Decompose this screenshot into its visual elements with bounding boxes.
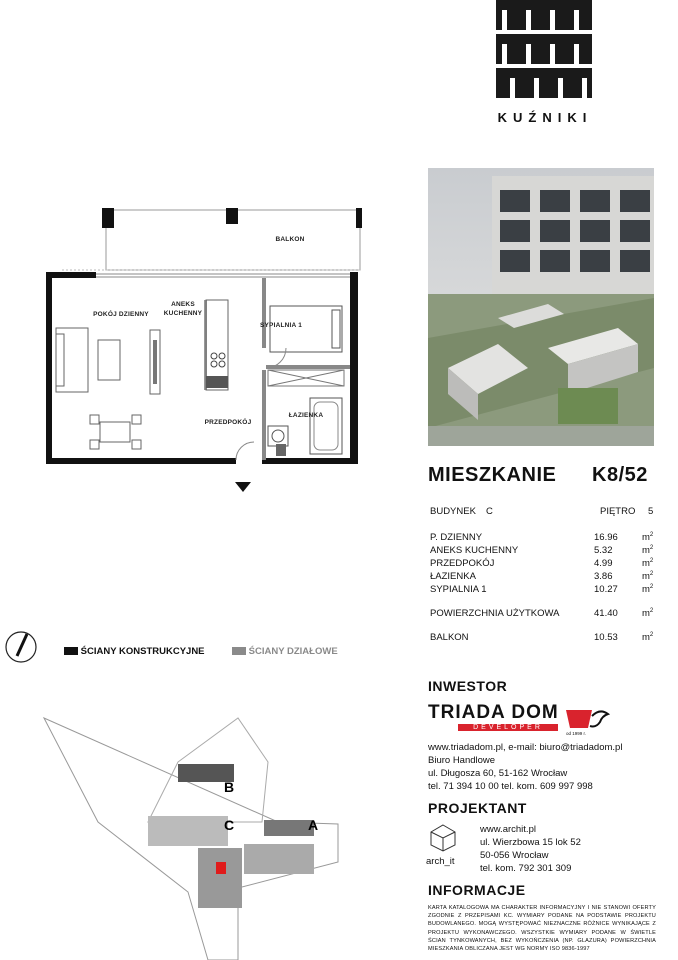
room-area: 16.96 — [594, 532, 618, 543]
room-name: ŁAZIENKA — [430, 571, 476, 582]
triada-since: od 1999 r. — [566, 731, 587, 736]
floor-label: PIĘTRO — [600, 506, 636, 517]
legend-structural-swatch — [64, 647, 78, 655]
investor-heading: INWESTOR — [428, 678, 508, 694]
usable-area-unit: $m^2$ — [642, 608, 654, 620]
investor-line3: ul. Długosza 60, 51-162 Wrocław — [428, 768, 568, 779]
room-area: 4.99 — [594, 558, 613, 569]
investor-line2: Biuro Handlowe — [428, 755, 496, 766]
legend-structural: ŚCIANY KONSTRUKCYJNE — [64, 646, 205, 657]
designer-line4: tel. kom. 792 301 309 — [480, 863, 572, 874]
archit-logo: arch_it — [426, 856, 455, 867]
info-heading: INFORMACJE — [428, 882, 526, 898]
room-row — [430, 532, 658, 545]
triada-logo-sub: DEVELOPER — [458, 724, 558, 731]
site-label-a: A — [308, 817, 319, 833]
balcony-label: BALKON — [430, 632, 469, 643]
usable-area-label: POWIERZCHNIA UŻYTKOWA — [430, 608, 560, 619]
usable-area-value: 41.40 — [594, 608, 618, 619]
room-unit: $m^2$ — [642, 558, 654, 570]
room-label-balkon: BALKON — [275, 236, 305, 243]
building-label: BUDYNEK — [430, 506, 476, 517]
apartment-code: K8/52 — [592, 464, 648, 486]
legend-partition: ŚCIANY DZIAŁOWE — [232, 646, 338, 657]
info-text: KARTA KATALOGOWA MA CHARAKTER INFORMACYJNY I NIE STANOWI OFERTY ZGODNIE Z PRZEPISAMI KC. WYMIARY PODANE NA PODSTAWIE PROJEKTU BUDOWLANEGO. MOGĄ WYSTĘPOWAĆ NIEZNACZNE RÓŻNICE WYNIKAJĄCE Z PROJEKTU WYKONAWCZEGO. WSZYSTKIE WYMIARY PODANE W ŚWIETLE ŚCIAN TYNKOWANYCH, BEZ WYKOŃCZENIA (NP. GLAZURA) POWIERZCHNIA MIESZKANIA OBLICZANA JEST WG NORMY ISO 9836-1997 — [428, 905, 656, 953]
room-name: SYPIALNIA 1 — [430, 584, 487, 595]
room-label-pokoj-dzienny: POKÓJ DZIENNY — [93, 311, 149, 318]
triada-bull-icon — [566, 706, 610, 732]
room-label-sypialnia: SYPIALNIA 1 — [259, 322, 303, 329]
room-unit: $m^2$ — [642, 532, 654, 544]
highlight-building — [216, 862, 226, 874]
brand-name: KUŹNIKI — [497, 110, 593, 125]
room-label-przedpokoj: PRZEDPOKÓJ — [204, 419, 252, 426]
designer-line2: ul. Wierzbowa 15 lok 52 — [480, 837, 581, 848]
room-unit: $m^2$ — [642, 584, 654, 596]
room-area: 3.86 — [594, 571, 613, 582]
designer-line1: www.archit.pl — [480, 824, 536, 835]
designer-heading: PROJEKTANT — [428, 800, 527, 816]
floor-plan — [40, 200, 370, 500]
room-row — [430, 558, 658, 571]
archit-cube-icon — [430, 824, 456, 852]
room-row — [430, 584, 658, 597]
compass-icon — [4, 630, 38, 664]
triada-logo-main: TRIADA DOM — [428, 702, 559, 723]
site-map — [38, 712, 388, 960]
investor-line4: tel. 71 394 10 00 tel. kom. 609 997 998 — [428, 781, 593, 792]
room-name: P. DZIENNY — [430, 532, 483, 543]
room-label-aneks-1: ANEKS — [171, 301, 195, 308]
room-name: PRZEDPOKÓJ — [430, 558, 495, 569]
apartment-title: MIESZKANIE — [428, 464, 557, 486]
investor-line1: www.triadadom.pl, e-mail: biuro@triadadom.pl — [428, 742, 623, 753]
site-label-b: B — [224, 779, 235, 795]
balcony-value: 10.53 — [594, 632, 618, 643]
triada-logo — [428, 702, 568, 731]
room-label-aneks-2: KUCHENNY — [163, 310, 203, 317]
floor-value: 5 — [648, 506, 654, 517]
building-render — [428, 168, 654, 446]
building-value: C — [486, 506, 493, 517]
room-row — [430, 571, 658, 584]
balcony-unit: $m^2$ — [642, 632, 654, 644]
room-areas — [430, 532, 658, 597]
site-label-c: C — [224, 817, 235, 833]
room-area: 5.32 — [594, 545, 613, 556]
room-row — [430, 545, 658, 558]
room-area: 10.27 — [594, 584, 618, 595]
designer-line3: 50-056 Wrocław — [480, 850, 549, 861]
legend-partition-swatch — [232, 647, 246, 655]
room-name: ANEKS KUCHENNY — [430, 545, 519, 556]
room-label-lazienka: ŁAZIENKA — [288, 412, 324, 419]
room-unit: $m^2$ — [642, 571, 654, 583]
kuzniki-logo — [496, 0, 592, 98]
room-unit: $m^2$ — [642, 545, 654, 557]
